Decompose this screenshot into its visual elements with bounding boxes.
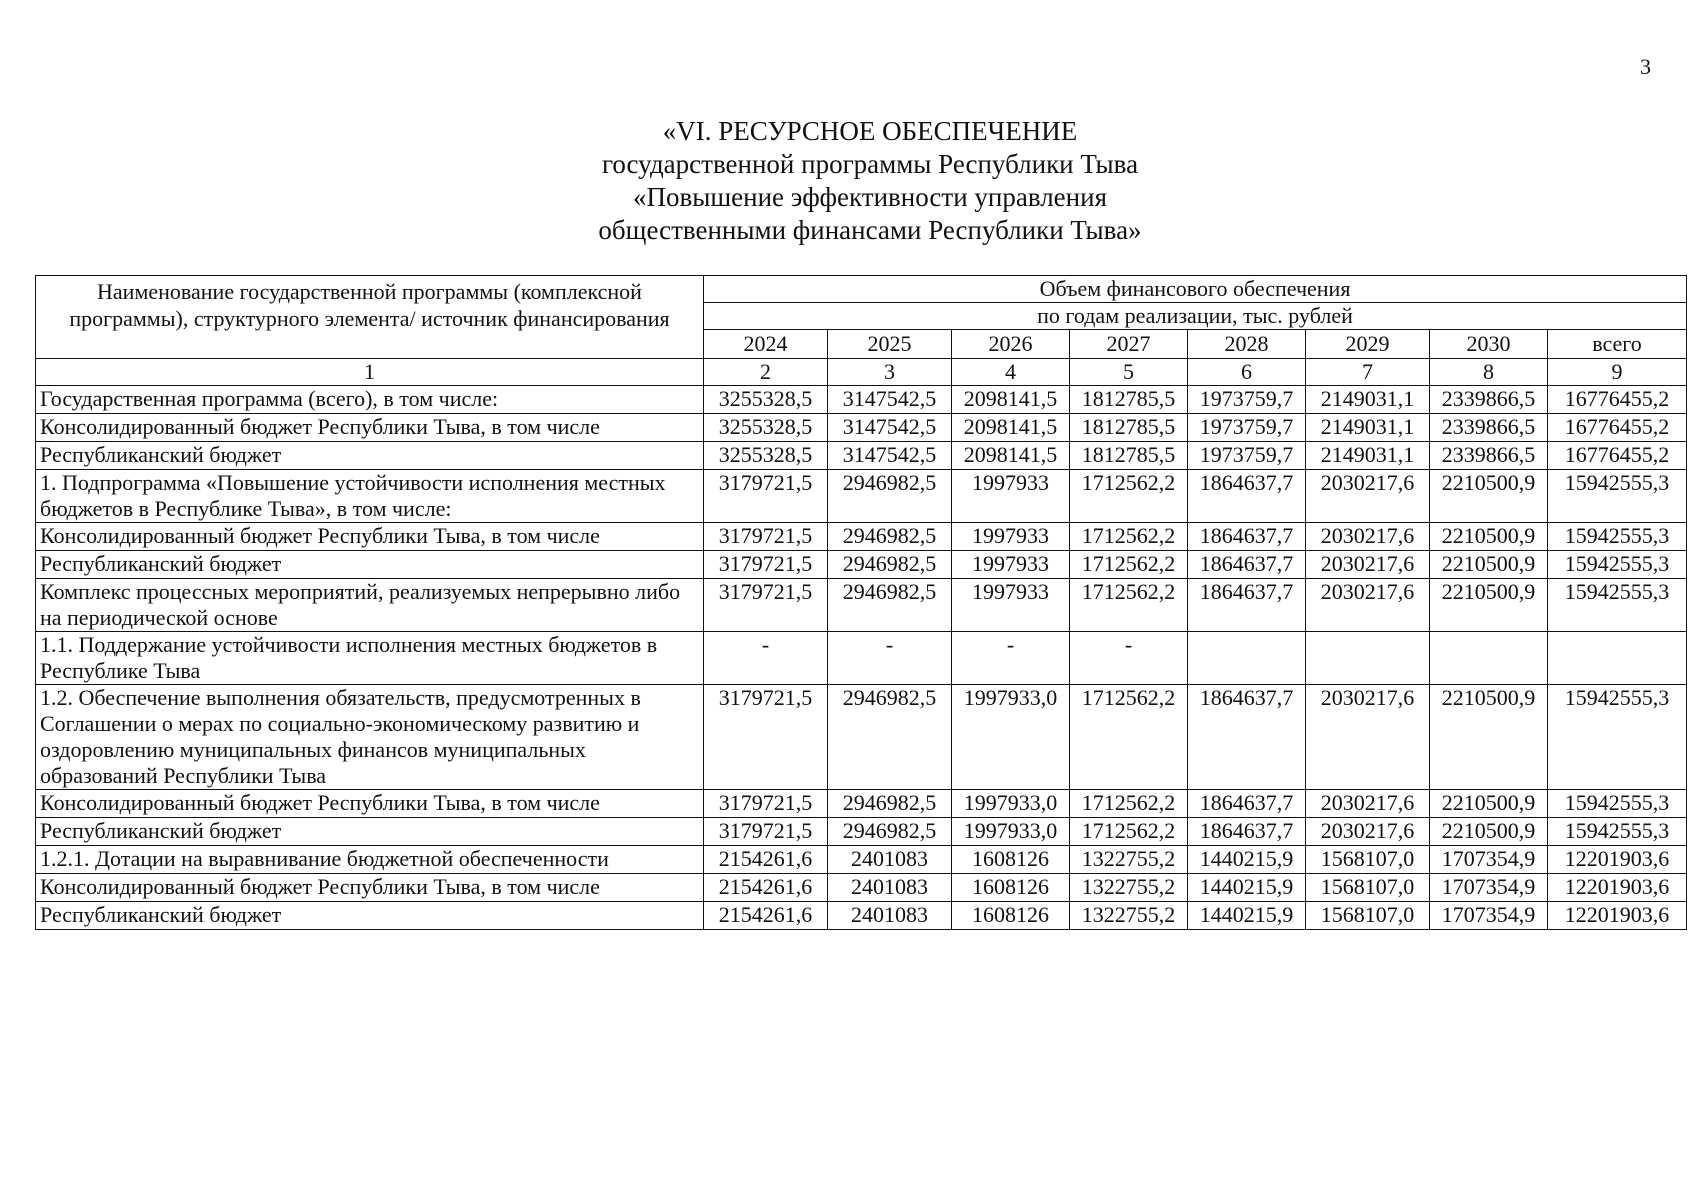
title-line: государственной программы Республики Тыва <box>601 149 1139 179</box>
year-value-cell <box>1430 632 1548 685</box>
year-value-cell: 1864637,7 <box>1188 551 1306 579</box>
year-value-cell: 3179721,5 <box>704 818 828 846</box>
year-value-cell: 2210500,9 <box>1430 579 1548 632</box>
total-value-cell: 15942555,3 <box>1548 551 1687 579</box>
column-number: 7 <box>1306 359 1430 386</box>
year-value-cell: 1707354,9 <box>1430 874 1548 902</box>
row-name-cell: Государственная программа (всего), в том числе: <box>36 386 704 414</box>
row-name-cell: Комплекс процессных мероприятий, реализуемых непрерывно либо на периодической основе <box>36 579 704 632</box>
page-number: 3 <box>1640 54 1651 79</box>
year-value-cell: 2030217,6 <box>1306 818 1430 846</box>
year-value-cell: 2030217,6 <box>1306 579 1430 632</box>
header-total: всего <box>1548 330 1687 359</box>
row-name-cell: Консолидированный бюджет Республики Тыва, в том числе <box>36 414 704 442</box>
year-value-cell: 3179721,5 <box>704 579 828 632</box>
row-name-cell: Республиканский бюджет <box>36 902 704 930</box>
year-value-cell: 2149031,1 <box>1306 414 1430 442</box>
year-value-cell: 2401083 <box>828 902 952 930</box>
year-value-cell: 1864637,7 <box>1188 818 1306 846</box>
year-value-cell: 1707354,9 <box>1430 846 1548 874</box>
row-name-cell: 1. Подпрограмма «Повышение устойчивости исполнения местных бюджетов в Республике Тыва», в том числе: <box>36 470 704 523</box>
year-value-cell: 3179721,5 <box>704 523 828 551</box>
year-value-cell: - <box>952 632 1070 685</box>
total-value-cell: 16776455,2 <box>1548 414 1687 442</box>
column-number: 8 <box>1430 359 1548 386</box>
year-value-cell: 1997933 <box>952 551 1070 579</box>
year-value-cell: 3147542,5 <box>828 414 952 442</box>
year-value-cell: 2946982,5 <box>828 579 952 632</box>
year-value-cell: 2339866,5 <box>1430 386 1548 414</box>
header-volume-line2: по годам реализации, тыс. рублей <box>704 303 1687 330</box>
total-value-cell: 16776455,2 <box>1548 442 1687 470</box>
year-value-cell: 2401083 <box>828 846 952 874</box>
year-value-cell: 2098141,5 <box>952 414 1070 442</box>
year-value-cell: 2149031,1 <box>1306 386 1430 414</box>
year-value-cell: 1812785,5 <box>1070 442 1188 470</box>
year-value-cell: 1568107,0 <box>1306 902 1430 930</box>
table-row <box>36 685 1687 790</box>
year-value-cell: 1712562,2 <box>1070 470 1188 523</box>
year-value-cell: 1568107,0 <box>1306 846 1430 874</box>
year-value-cell: 1322755,2 <box>1070 846 1188 874</box>
table-row <box>36 874 1687 902</box>
year-value-cell: 3179721,5 <box>704 790 828 818</box>
year-value-cell: 1712562,2 <box>1070 790 1188 818</box>
total-value-cell: 12201903,6 <box>1548 902 1687 930</box>
year-value-cell: 2946982,5 <box>828 470 952 523</box>
table-row <box>36 846 1687 874</box>
total-value-cell <box>1548 632 1687 685</box>
year-value-cell: - <box>828 632 952 685</box>
year-value-cell: 2210500,9 <box>1430 685 1548 790</box>
row-name-cell: 1.2. Обеспечение выполнения обязательств, предусмотренных в Соглашении о мерах по социально-экономическому развитию и оздоровлению муниципальных финансов муниципальных образований Республики Тыва <box>36 685 704 790</box>
column-number: 5 <box>1070 359 1188 386</box>
header-year: 2028 <box>1188 330 1306 359</box>
column-number: 3 <box>828 359 952 386</box>
table-row <box>36 414 1687 442</box>
year-value-cell: 1864637,7 <box>1188 685 1306 790</box>
year-value-cell: 2098141,5 <box>952 442 1070 470</box>
year-value-cell: 1973759,7 <box>1188 442 1306 470</box>
header-year: 2027 <box>1070 330 1188 359</box>
table-row <box>36 523 1687 551</box>
header-volume-line1: Объем финансового обеспечения <box>704 276 1687 303</box>
year-value-cell: 2098141,5 <box>952 386 1070 414</box>
header-column-numbers-row <box>36 359 1687 386</box>
table-row <box>36 790 1687 818</box>
year-value-cell: 2946982,5 <box>828 790 952 818</box>
total-value-cell: 15942555,3 <box>1548 818 1687 846</box>
year-value-cell: 1973759,7 <box>1188 386 1306 414</box>
header-year: 2024 <box>704 330 828 359</box>
year-value-cell: 1997933 <box>952 523 1070 551</box>
year-value-cell: 1997933,0 <box>952 790 1070 818</box>
header-year: 2030 <box>1430 330 1548 359</box>
title-line: «VI. РЕСУРСНОЕ ОБЕСПЕЧЕНИЕ <box>662 116 1078 146</box>
year-value-cell: - <box>1070 632 1188 685</box>
year-value-cell: 1712562,2 <box>1070 818 1188 846</box>
year-value-cell: 1322755,2 <box>1070 874 1188 902</box>
year-value-cell: 1864637,7 <box>1188 579 1306 632</box>
column-number: 2 <box>704 359 828 386</box>
header-year: 2026 <box>952 330 1070 359</box>
year-value-cell: 2154261,6 <box>704 874 828 902</box>
year-value-cell: 3255328,5 <box>704 442 828 470</box>
year-value-cell: 1864637,7 <box>1188 470 1306 523</box>
table-row <box>36 579 1687 632</box>
resource-table <box>35 275 1687 930</box>
year-value-cell: 3255328,5 <box>704 414 828 442</box>
row-name-cell: Консолидированный бюджет Республики Тыва, в том числе <box>36 523 704 551</box>
year-value-cell: 2210500,9 <box>1430 818 1548 846</box>
year-value-cell: 2030217,6 <box>1306 470 1430 523</box>
header-year: 2029 <box>1306 330 1430 359</box>
year-value-cell: 1997933 <box>952 579 1070 632</box>
year-value-cell: 2210500,9 <box>1430 551 1548 579</box>
year-value-cell: 2210500,9 <box>1430 470 1548 523</box>
year-value-cell: - <box>704 632 828 685</box>
year-value-cell: 2339866,5 <box>1430 414 1548 442</box>
column-number: 6 <box>1188 359 1306 386</box>
table-row <box>36 902 1687 930</box>
row-name-cell: Республиканский бюджет <box>36 818 704 846</box>
year-value-cell: 1712562,2 <box>1070 579 1188 632</box>
year-value-cell: 2149031,1 <box>1306 442 1430 470</box>
year-value-cell: 2030217,6 <box>1306 790 1430 818</box>
year-value-cell: 1864637,7 <box>1188 523 1306 551</box>
total-value-cell: 15942555,3 <box>1548 470 1687 523</box>
year-value-cell: 2946982,5 <box>828 551 952 579</box>
year-value-cell: 2030217,6 <box>1306 551 1430 579</box>
total-value-cell: 16776455,2 <box>1548 386 1687 414</box>
document-title <box>440 115 1300 247</box>
total-value-cell: 15942555,3 <box>1548 579 1687 632</box>
year-value-cell: 3147542,5 <box>828 386 952 414</box>
year-value-cell: 1997933,0 <box>952 818 1070 846</box>
year-value-cell: 1812785,5 <box>1070 414 1188 442</box>
year-value-cell: 3179721,5 <box>704 551 828 579</box>
year-value-cell: 2030217,6 <box>1306 523 1430 551</box>
year-value-cell: 1322755,2 <box>1070 902 1188 930</box>
year-value-cell: 1712562,2 <box>1070 523 1188 551</box>
total-value-cell: 15942555,3 <box>1548 790 1687 818</box>
table-row <box>36 632 1687 685</box>
year-value-cell: 1997933,0 <box>952 685 1070 790</box>
row-name-cell: Республиканский бюджет <box>36 442 704 470</box>
table-row <box>36 470 1687 523</box>
header-name-column: Наименование государственной программы (комплексной программы), структурного элемента/ источник финансирования <box>36 276 704 359</box>
year-value-cell: 2401083 <box>828 874 952 902</box>
row-name-cell: 1.1. Поддержание устойчивости исполнения местных бюджетов в Республике Тыва <box>36 632 704 685</box>
total-value-cell: 12201903,6 <box>1548 874 1687 902</box>
year-value-cell <box>1306 632 1430 685</box>
year-value-cell: 2030217,6 <box>1306 685 1430 790</box>
year-value-cell: 1712562,2 <box>1070 685 1188 790</box>
year-value-cell: 3147542,5 <box>828 442 952 470</box>
year-value-cell: 2946982,5 <box>828 685 952 790</box>
year-value-cell: 1440215,9 <box>1188 874 1306 902</box>
table-row <box>36 442 1687 470</box>
title-line: «Повышение эффективности управления <box>632 182 1107 212</box>
year-value-cell: 1440215,9 <box>1188 902 1306 930</box>
row-name-cell: Республиканский бюджет <box>36 551 704 579</box>
header-year: 2025 <box>828 330 952 359</box>
year-value-cell: 1864637,7 <box>1188 790 1306 818</box>
table-row <box>36 551 1687 579</box>
year-value-cell: 2210500,9 <box>1430 790 1548 818</box>
year-value-cell: 3255328,5 <box>704 386 828 414</box>
column-number: 1 <box>36 359 704 386</box>
table-row <box>36 818 1687 846</box>
year-value-cell: 1568107,0 <box>1306 874 1430 902</box>
year-value-cell: 2154261,6 <box>704 846 828 874</box>
column-number: 9 <box>1548 359 1687 386</box>
year-value-cell: 1608126 <box>952 846 1070 874</box>
year-value-cell: 2154261,6 <box>704 902 828 930</box>
year-value-cell: 1440215,9 <box>1188 846 1306 874</box>
year-value-cell <box>1188 632 1306 685</box>
table-body <box>36 386 1687 930</box>
row-name-cell: Консолидированный бюджет Республики Тыва, в том числе <box>36 790 704 818</box>
table-row <box>36 386 1687 414</box>
year-value-cell: 2946982,5 <box>828 818 952 846</box>
year-value-cell: 1997933 <box>952 470 1070 523</box>
year-value-cell: 2946982,5 <box>828 523 952 551</box>
year-value-cell: 1712562,2 <box>1070 551 1188 579</box>
title-line: общественными финансами Республики Тыва» <box>598 215 1142 245</box>
year-value-cell: 1973759,7 <box>1188 414 1306 442</box>
year-value-cell: 1608126 <box>952 874 1070 902</box>
resource-table-container <box>35 275 1687 930</box>
row-name-cell: Консолидированный бюджет Республики Тыва, в том числе <box>36 874 704 902</box>
year-value-cell: 1812785,5 <box>1070 386 1188 414</box>
total-value-cell: 15942555,3 <box>1548 685 1687 790</box>
total-value-cell: 15942555,3 <box>1548 523 1687 551</box>
year-value-cell: 1608126 <box>952 902 1070 930</box>
year-value-cell: 2210500,9 <box>1430 523 1548 551</box>
year-value-cell: 2339866,5 <box>1430 442 1548 470</box>
year-value-cell: 3179721,5 <box>704 685 828 790</box>
year-value-cell: 1707354,9 <box>1430 902 1548 930</box>
row-name-cell: 1.2.1. Дотации на выравнивание бюджетной обеспеченности <box>36 846 704 874</box>
total-value-cell: 12201903,6 <box>1548 846 1687 874</box>
column-number: 4 <box>952 359 1070 386</box>
year-value-cell: 3179721,5 <box>704 470 828 523</box>
